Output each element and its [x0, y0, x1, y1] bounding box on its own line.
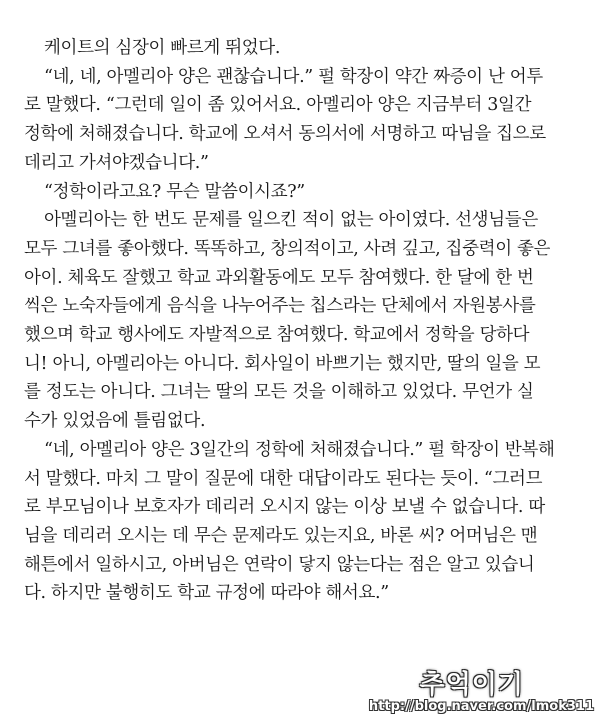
text-line: 아이. 체육도 잘했고 학교 과외활동에도 모두 참여했다. 한 달에 한 번	[24, 267, 534, 288]
text-line: 정학에 처해졌습니다. 학교에 오셔서 동의서에 서명하고 따님을 집으로	[24, 124, 546, 145]
text-line: 님을 데리러 오시는 데 무슨 문제라도 있는지요, 바론 씨? 어머님은 맨	[24, 525, 538, 546]
paragraph-2	[24, 63, 566, 178]
text-line: 로 부모님이나 보호자가 데리러 오시지 않는 이상 보낼 수 없습니다. 따	[24, 497, 545, 518]
text-line: 케이트의 심장이 빠르게 뛰었다.	[44, 38, 281, 58]
text-line: 했으며 학교 행사에도 자발적으로 참여했다. 학교에서 정학을 당하다	[24, 325, 530, 346]
text-line: “정학이라고요? 무슨 말씀이시죠?”	[44, 181, 305, 202]
text-line: 니! 아니, 아멜리아는 아니다. 회사일이 바쁘기는 했지만, 딸의 일을 모	[24, 353, 541, 374]
text-line: 서 말했다. 마치 그 말이 질문에 대한 대답이라도 된다는 듯이. “그러므	[24, 468, 543, 489]
text-line: 데리고 가셔야겠습니다.”	[24, 152, 209, 173]
text-line: 다. 하지만 불행히도 학교 규정에 따라야 해서요.”	[24, 583, 389, 604]
paragraph-3	[24, 178, 566, 207]
text-line: “네, 네, 아멜리아 양은 괜찮습니다.” 펄 학장이 약간 짜증이 난 어투	[44, 66, 543, 87]
text-line: 씩은 노숙자들에게 음식을 나누어주는 칩스라는 단체에서 자원봉사를	[24, 296, 536, 317]
paragraph-4	[24, 206, 566, 436]
text-line: 로 말했다. “그런데 일이 좀 있어서요. 아멜리아 양은 지금부터 3일간	[24, 95, 532, 116]
watermark-title: 추억이기	[419, 670, 524, 700]
text-line: 모두 그녀를 좋아했다. 똑똑하고, 창의적이고, 사려 깊고, 집중력이 좋은	[24, 238, 551, 259]
watermark-url: http://blog.naver.com/lmok311	[368, 699, 594, 714]
text-line: “네, 아멜리아 양은 3일간의 정학에 처해졌습니다.” 펄 학장이 반복해	[44, 439, 555, 460]
paragraph-1	[24, 34, 566, 63]
text-line: 해튼에서 일하시고, 아버님은 연락이 닿지 않는다는 점은 알고 있습니	[24, 554, 535, 575]
text-line: 를 정도는 아니다. 그녀는 딸의 모든 것을 이해하고 있었다. 무언가 실	[24, 382, 534, 403]
paragraph-5	[24, 436, 566, 608]
text-line: 아멜리아는 한 번도 문제를 일으킨 적이 없는 아이였다. 선생님들은	[44, 210, 538, 231]
text-line: 수가 있었음에 틀림없다.	[24, 411, 206, 432]
